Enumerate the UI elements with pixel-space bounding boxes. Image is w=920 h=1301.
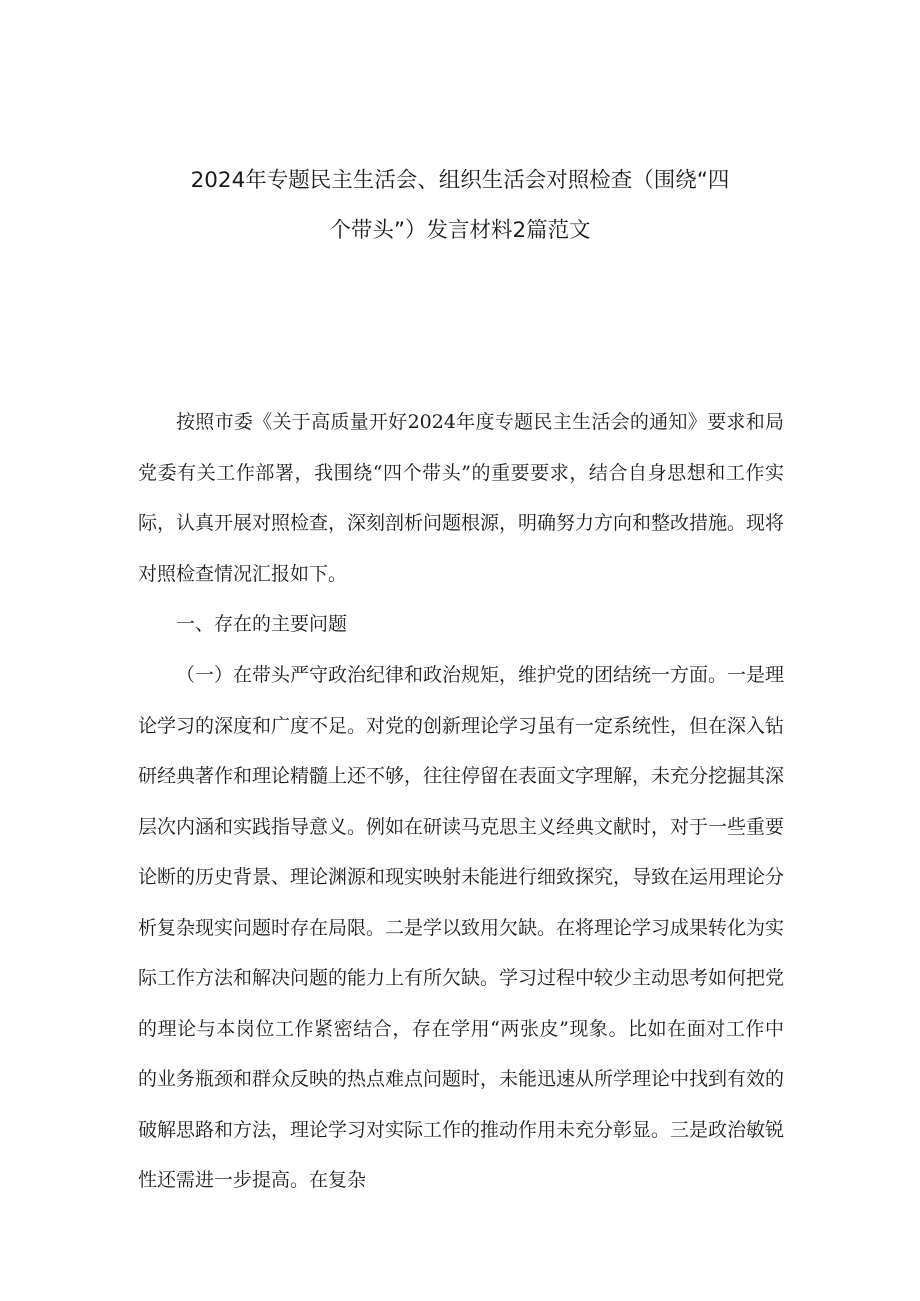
section-heading: 一、存在的主要问题: [176, 613, 348, 635]
section-1-paragraph: （一）在带头严守政治纪律和政治规矩，维护党的团结统一方面。一是理论学习的深度和广度不足。对党的创新理论学习虽有一定系统性，但在深入钻研经典著作和理论精髓上还不够，往往停留在表面文字理解，未充分挖掘其深层次内涵和实践指导意义。例如在研读马克思主义经典文献时，对于一些重要论断的历史背景、理论渊源和现实映射未能进行细致探究，导致在运用理论分析复杂现实问题时存在局限。二是学以致用欠缺。在将理论学习成果转化为实际工作方法和解决问题的能力上有所欠缺。学习过程中较少主动思考如何把党的理论与本岗位工作紧密结合，存在学用“两张皮”现象。比如在面对工作中的业务瓶颈和群众反映的热点难点问题时，未能迅速从所学理论中找到有效的破解思路和方法，理论学习对实际工作的推动作用未充分彰显。三是政治敏锐性还需进一步提高。在复杂: [138, 664, 785, 1191]
intro-paragraph: 按照市委《关于高质量开好2024年度专题民主生活会的通知》要求和局党委有关工作部署，我围绕“四个带头”的重要要求，结合自身思想和工作实际，认真开展对照检查，深刻剖析问题根源，明确努力方向和整改措施。现将对照检查情况汇报如下。: [138, 411, 785, 585]
document-title: [130, 156, 790, 256]
title-line-2: 个带头”）发言材料2篇范文: [329, 218, 591, 243]
title-line-1: 2024年专题民主生活会、组织生活会对照检查（围绕“四: [190, 168, 730, 193]
